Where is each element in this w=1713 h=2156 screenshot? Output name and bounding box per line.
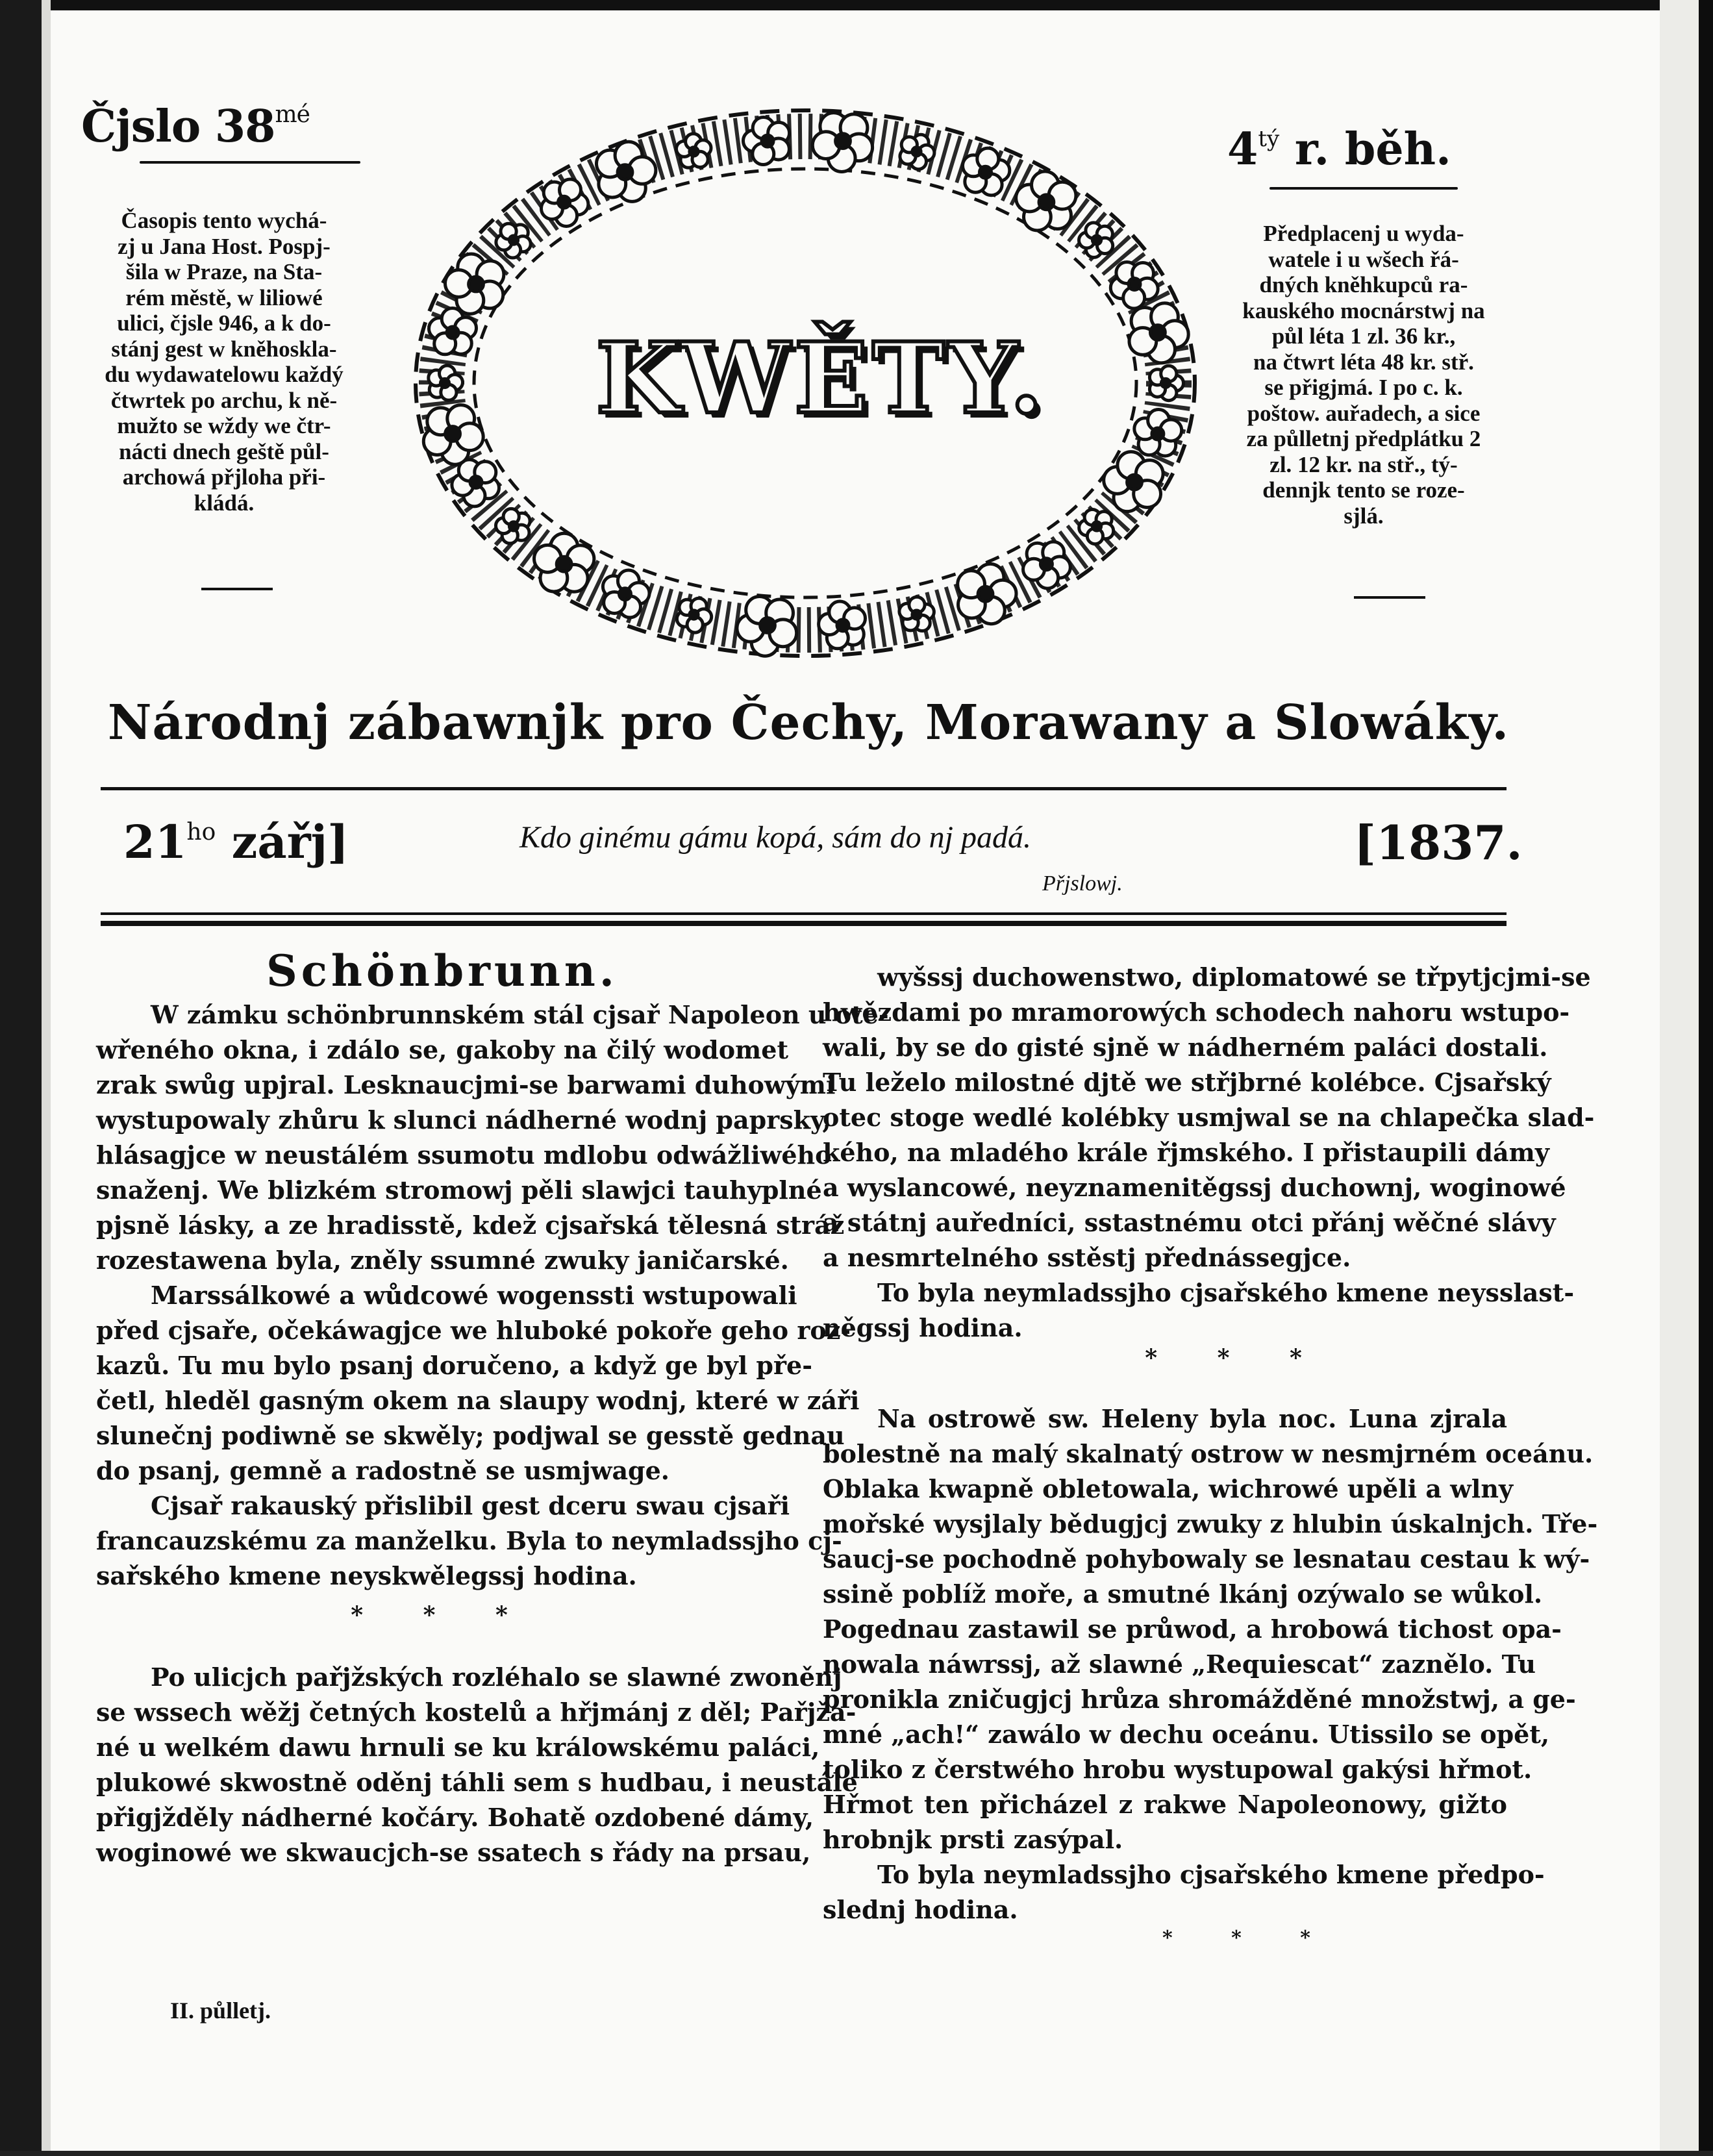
info-line: sjlá. <box>1344 503 1384 529</box>
text-line: sařského kmene neyskwělegssj hodina. <box>96 1561 637 1590</box>
text-line: mořské wysjlaly bědugjcj zwuky z hlubin úskalnjch. Tře- <box>823 1509 1598 1538</box>
subscription-info-right <box>1201 221 1526 529</box>
wreath-flower <box>963 148 1010 195</box>
info-line: ulici, čjsle 946, a k do- <box>117 310 331 336</box>
volume-label: $4^{tý}$ r. běh. <box>1227 123 1451 175</box>
paragraph <box>96 1660 858 1870</box>
wreath-flower <box>429 366 463 400</box>
subscription-info-left <box>65 208 383 516</box>
article-right-column <box>823 960 1598 1956</box>
right-info-rule <box>1354 596 1425 599</box>
scan-edge-right <box>1699 0 1713 2156</box>
article-title: Schönbrunn. <box>266 946 618 996</box>
text-line: mné „ach!“ zawálo w dechu oceánu. Utissilo se opět, <box>823 1720 1550 1749</box>
text-line: a wyslancowé, neyznamenitěgssj duchownj, woginowé <box>823 1173 1566 1202</box>
info-line: dennjk tento se roze- <box>1262 477 1465 503</box>
motto-source: Přjslowj. <box>1042 871 1123 896</box>
info-line: se přigjmá. I po c. k. <box>1264 375 1463 400</box>
section-divider-stars-right: * * * <box>1145 1344 1328 1372</box>
text-line: wřeného okna, i zdálo se, gakoby na čilý wodomet <box>96 1035 788 1064</box>
info-line: rém městě, w liliowé <box>125 284 323 310</box>
text-line: hlásagjce w neustálém ssumotu mdlobu odwážliwého <box>96 1140 832 1170</box>
text-line: do psanj, gemně a radostně se usmjwage. <box>96 1456 670 1485</box>
double-rule-bottom <box>101 921 1507 926</box>
text-line: kazů. Tu mu bylo psanj doručeno, a když ge byl pře- <box>96 1351 812 1380</box>
left-paragraphs <box>96 997 889 1594</box>
text-line: To byla neymladssjho cjsařského kmene neysslast- <box>877 1278 1575 1307</box>
text-line: snaženj. We blizkém stromowj pěli slawjci tauhyplné <box>96 1175 822 1205</box>
text-line: Na ostrowě sw. Heleny byla noc. Luna zjrala <box>877 1404 1507 1433</box>
text-line: pjsně lásky, a ze hradisstě, kdež cjsařská tělesná stráž <box>96 1210 845 1240</box>
text-line: před cjsaře, očekáwagjce we hluboké pokoře geho roz- <box>96 1316 851 1345</box>
text-line: hrobnjk prsti zasýpal. <box>823 1825 1123 1854</box>
text-line: slunečnj podiwně se skwěly; podjwal se gesstě gednau <box>96 1421 845 1450</box>
wreath-flower <box>597 142 656 201</box>
issue-underline <box>140 161 360 164</box>
scan-edge-bottom <box>0 2151 1713 2156</box>
info-line: Časopis tento wychá- <box>121 208 327 233</box>
text-line: wystupowaly zhůru k slunci nádherné wodnj paprsky, <box>96 1105 831 1134</box>
issue-date: $21^{ho}$ zářj] <box>123 815 349 869</box>
paragraph <box>823 1857 1545 1927</box>
paragraph <box>823 1275 1575 1346</box>
text-line: bolestně na malý skalnatý ostrow w nesmjrném oceánu. <box>823 1439 1594 1468</box>
text-line: se wssech wěžj četných kostelů a hřjmánj z děl; Pařjža- <box>96 1698 856 1727</box>
left-paragraphs-second <box>96 1660 858 1870</box>
info-line: čtwrtek po archu, k ně- <box>110 387 338 413</box>
text-line: Tu leželo milostné djtě we střjbrné kolébce. Cjsařský <box>823 1068 1551 1097</box>
wreath-flower <box>1129 303 1188 363</box>
issue-number: Čjslo $38^{mé}$ <box>81 101 310 153</box>
text-line: ssině poblíž moře, a smutné lkánj ozýwalo se wůkol. <box>823 1579 1543 1609</box>
double-rule-top <box>101 912 1507 915</box>
wreath-flower <box>542 179 588 227</box>
text-line: Pogednau zastawil se průwod, a hrobowá tichost opa- <box>823 1614 1562 1644</box>
info-line: za půlletnj předplátku 2 <box>1246 426 1481 451</box>
info-line: Předplacenj u wyda- <box>1263 221 1464 246</box>
volume-underline <box>1269 187 1458 190</box>
paragraph <box>96 1278 860 1488</box>
left-info-rule <box>201 588 273 590</box>
text-line: Hřmot ten přicházel z rakwe Napoleonowy, gižto <box>823 1790 1507 1819</box>
text-line: hwězdami po mramorowých schodech nahoru wstupo- <box>823 997 1570 1027</box>
paragraph <box>96 1488 842 1594</box>
info-line: šila w Praze, na Sta- <box>125 259 323 284</box>
text-line: přigjžděly nádherné kočáry. Bohatě ozdobené dámy, <box>96 1803 814 1832</box>
wreath-flower <box>812 113 872 172</box>
issue-year: [1837. <box>1354 815 1523 870</box>
text-line: Oblaka kwapně obletowala, wichrowé upěli a wlny <box>823 1474 1514 1503</box>
newspaper-title: KWĚTY. <box>595 321 1047 436</box>
text-line: nowala náwrssj, až slawné „Requiescat“ zaznělo. Tu <box>823 1649 1536 1679</box>
wreath-flower <box>445 254 504 314</box>
info-line: půl léta 1 zl. 36 kr., <box>1271 323 1456 349</box>
subtitle-rule <box>101 787 1507 790</box>
text-line: pronikla zničugjcj hrůza shromážděné množstwj, a ge- <box>823 1685 1576 1714</box>
wreath-flower <box>496 508 531 543</box>
info-line: archowá přjloha při- <box>122 464 326 490</box>
info-line: kládá. <box>194 490 255 516</box>
info-line: watele i u wšech řá- <box>1268 246 1459 272</box>
text-line: Po ulicjch pařjžských rozléhalo se slawné zwoněnj <box>151 1662 842 1692</box>
text-line: Cjsař rakauský přislibil gest dceru swau cjsaři <box>151 1491 790 1520</box>
text-line: kého, na mladého krále řjmského. I přistaupili dámy <box>823 1138 1549 1167</box>
info-line: nácti dnech geště půl- <box>119 438 329 464</box>
text-line: woginowé we skwaucjch-se ssatech s řády na prsau, <box>96 1838 811 1867</box>
info-line: zl. 12 kr. na stř., tý- <box>1269 451 1458 477</box>
text-line: slednj hodina. <box>823 1895 1018 1924</box>
text-line: zrak swůg upjral. Lesknaucjmi-se barwami duhowými <box>96 1070 836 1099</box>
text-line: něgssj hodina. <box>823 1313 1023 1342</box>
footer-signature: II. půlletj. <box>170 1998 271 2024</box>
wreath-flower <box>819 601 866 649</box>
right-paragraphs-second <box>823 1401 1598 1927</box>
article-left-column <box>96 946 889 1870</box>
text-line: a státnj auředníci, sstastnému otci přánj wěčné slávy <box>823 1208 1556 1237</box>
text-line: W zámku schönbrunnském stál cjsař Napoleon u ote- <box>151 1000 889 1029</box>
info-line: kauského mocnárstwj na <box>1242 297 1485 323</box>
end-stars: * * * <box>1162 1927 1336 1949</box>
info-line: mužto se wždy we čtr- <box>117 413 331 438</box>
motto: Kdo ginému gámu kopá, sám do nj padá. <box>519 820 1031 855</box>
info-line: na čtwrt léta 48 kr. stř. <box>1253 349 1474 375</box>
newspaper-subtitle: Národnj zábawnjk pro Čechy, Morawany a Slowáky. <box>107 695 1510 751</box>
paragraph <box>96 997 889 1278</box>
text-line: rozestawena byla, zněly ssumné zwuky janičarské. <box>96 1246 789 1275</box>
text-line: né u welkém dawu hrnuli se ku králowskému paláci, <box>96 1733 820 1762</box>
right-paragraphs <box>823 960 1595 1346</box>
info-line: stánj gest w kněhoskla- <box>111 336 337 362</box>
info-line: dných kněhkupců ra- <box>1259 272 1468 297</box>
info-line: du wydawatelowu každý <box>105 362 344 387</box>
scan-edge-left-inner <box>42 0 51 2156</box>
text-line: četl, hleděl gasným okem na slaupy wodnj, které w záři <box>96 1386 860 1415</box>
scan-edge-right-inner <box>1660 0 1699 2156</box>
info-line: zj u Jana Host. Pospj- <box>118 233 331 259</box>
text-line: plukowé skwostně oděnj táhli sem s hudbau, i neustále <box>96 1768 858 1797</box>
paragraph <box>823 1401 1598 1857</box>
text-line: francauzskému za manželku. Byla to neymladssjho cj- <box>96 1526 842 1555</box>
text-line: a nesmrtelného sstěstj přednássegjce. <box>823 1243 1351 1272</box>
text-line: otec stoge wedlé kolébky usmjwal se na chlapečka slad- <box>823 1103 1595 1132</box>
wreath-flower <box>1079 510 1114 544</box>
scan-edge-left <box>0 0 42 2156</box>
text-line: Marssálkowé a wůdcowé wogenssti wstupowali <box>151 1281 797 1310</box>
text-line: toliko z čerstwého hrobu wystupowal gakýsi hřmot. <box>823 1755 1532 1784</box>
info-line: poštow. auřadech, a sice <box>1247 400 1481 426</box>
text-line: wyšssj duchowenstwo, diplomatowé se třpytjcjmi-se <box>877 962 1591 992</box>
scan-edge-top <box>0 0 1713 10</box>
text-line: wali, by se do gisté sjně w nádherném paláci dostali. <box>823 1033 1548 1062</box>
text-line: To byla neymladssjho cjsařského kmene předpo- <box>877 1860 1545 1889</box>
text-line: saucj-se pochodně pohybowaly se lesnatau cestau k wý- <box>823 1544 1590 1573</box>
section-divider-stars: * * * <box>351 1601 534 1629</box>
paragraph <box>823 960 1595 1275</box>
